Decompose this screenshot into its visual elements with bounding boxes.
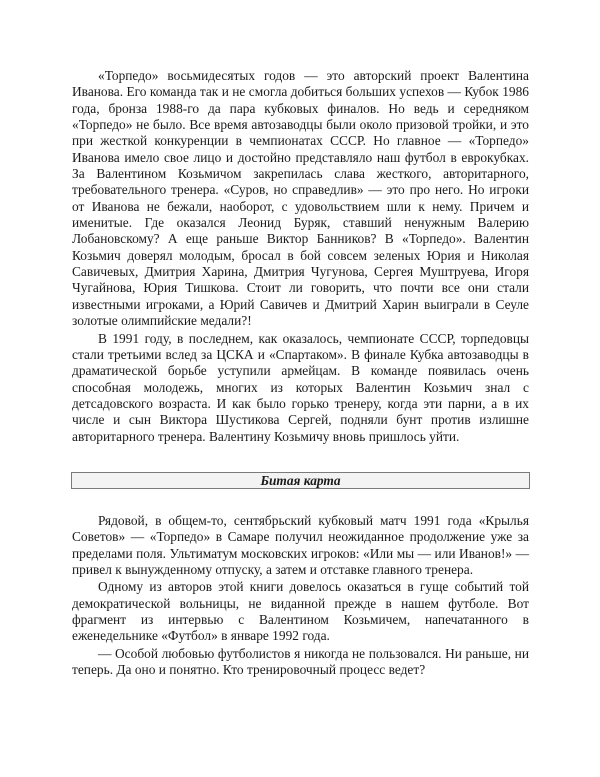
paragraph: В 1991 году, в последнем, как оказалось, чемпионате СССР, торпедовцы стали третьими вслед за ЦСКА и «Спартаком». В финале Кубка автозаводцы в драматической борьбе уступили армейцам. В команде появилась очень способная молодежь, многих из которых Валентин Козьмич знал с детсадовского возраста. И как было горько тренеру, когда эти парни, а в их числе и сын Виктора Шустикова Сергей, подняли бунт против излишне авторитарного тренера. Валентину Козьмичу вновь пришлось уйти. bbox=[72, 330, 529, 444]
section-bitaya-karta bbox=[72, 513, 529, 678]
document-page bbox=[72, 68, 529, 678]
paragraph: Рядовой, в общем-то, сентябрьский кубковый матч 1991 года «Крылья Советов» — «Торпедо» в Самаре получил неожиданное продолжение уже за пределами поля. Ультиматум московских игроков: «Или мы — или Иванов!» — привел к вынужденному отпуску, а затем и отставке главного тренера. bbox=[72, 512, 529, 577]
paragraph: — Особой любовью футболистов я никогда не пользовался. Ни раньше, ни теперь. Да оно и понятно. Кто тренировочный процесс ведет? bbox=[72, 645, 529, 677]
paragraph: Одному из авторов этой книги довелось оказаться в гуще событий той демократической вольницы, не виданной прежде в нашем футболе. Вот фрагмент из интервью с Валентином Козьмичем, напечатанного в еженедельнике «Футбол» в январе 1992 года. bbox=[72, 579, 529, 644]
section-heading: Битая карта bbox=[71, 472, 530, 489]
paragraph: «Торпедо» восьмидесятых годов — это авторский проект Валентина Иванова. Его команда так и не смогла добиться больших успехов — Кубок 1986 года, бронза 1988-го да пара кубковых финалов. Но ведь и середняком «Торпедо» не было. Все время автозаводцы были около призовой тройки, и это при жесткой конкуренции в чемпионатах СССР. Но главное — «Торпедо» Иванова имело свое лицо и достойно представляло наш футбол в еврокубках. За Валентином Козьмичом закрепилась слава жесткого, авторитарного, требовательного тренера. «Суров, но справедлив» — это про него. Но игроки от Иванова не бежали, наоборот, с удовольствием шли к нему. Причем и именитые. Где оказался Леонид Буряк, ставший ненужным Валерию Лобановскому? А еще раньше Виктор Банников? В «Торпедо». Валентин Козьмич доверял молодым, бросал в бой совсем зеленых Юрия и Николая Савичевых, Дмитрия Харина, Дмитрия Чугунова, Сергея Муштруева, Игоря Чугайнова, Юрия Тишкова. Стоит ли говорить, что почти все они стали известными игроками, а Юрий Савичев и Дмитрий Харин выиграли в Сеуле золотые олимпийские медали?! bbox=[72, 68, 529, 329]
section-intro bbox=[72, 68, 529, 445]
